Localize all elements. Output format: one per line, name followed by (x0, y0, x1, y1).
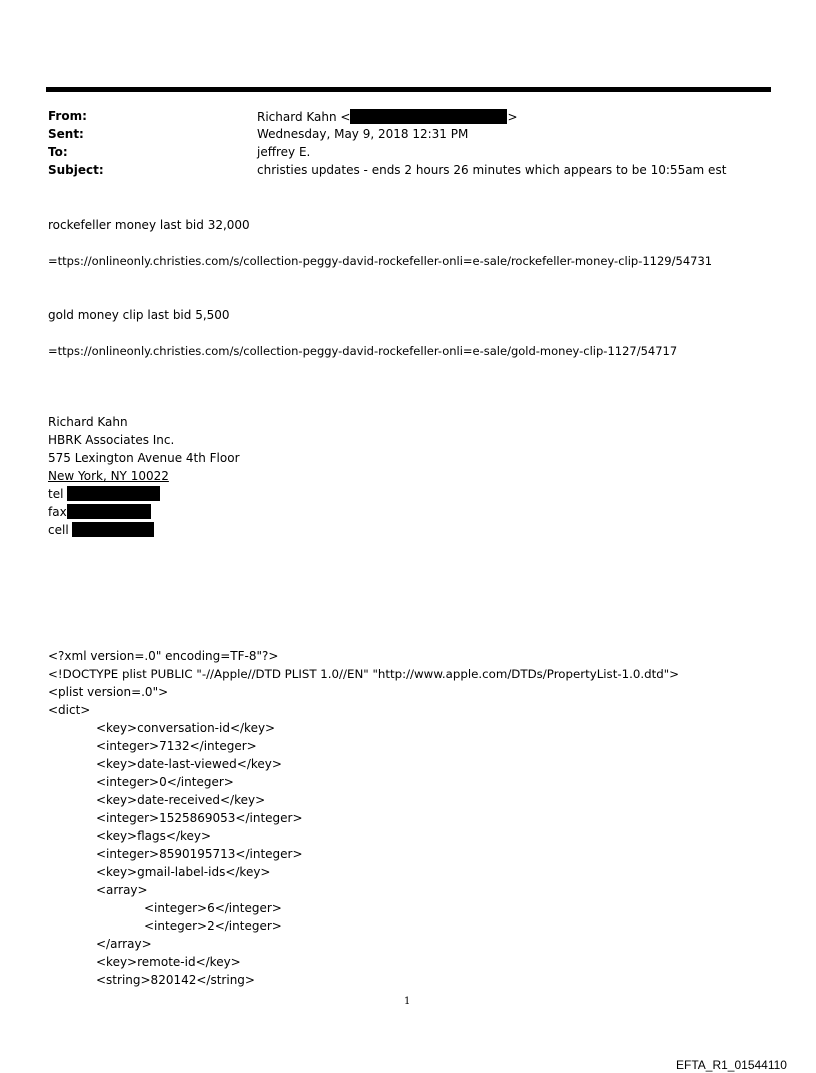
redaction-block (350, 109, 507, 124)
from-tail: > (507, 110, 518, 124)
signature-address-1: 575 Lexington Avenue 4th Floor (48, 451, 240, 465)
subject-label: Subject: (48, 163, 104, 177)
body-link-gold: =ttps://onlineonly.christies.com/s/collection-peggy-david-rockefeller-onli=e-sale/gold-money-clip-1127/54717 (48, 344, 678, 358)
xml-line: <plist version=.0"> (48, 685, 169, 699)
redaction-block (67, 486, 160, 501)
xml-line: </array> (96, 937, 152, 951)
sent-label: Sent: (48, 127, 84, 141)
xml-line: <dict> (48, 703, 91, 717)
signature-company: HBRK Associates Inc. (48, 433, 175, 447)
xml-line: <array> (96, 883, 148, 897)
xml-line: <integer>7132</integer> (96, 739, 257, 753)
signature-name: Richard Kahn (48, 415, 128, 429)
fax-label: fax (48, 505, 67, 519)
body-link-rockefeller: =ttps://onlineonly.christies.com/s/collection-peggy-david-rockefeller-onli=e-sale/rockefeller-money-clip-1129/54731 (48, 254, 713, 268)
header-rule (46, 87, 771, 92)
xml-line: <!DOCTYPE plist PUBLIC "-//Apple//DTD PLIST 1.0//EN" "http://www.apple.com/DTDs/PropertyList-1.0.dtd"> (48, 667, 680, 681)
xml-line: <integer>6</integer> (144, 901, 282, 915)
xml-line: <integer>8590195713</integer> (96, 847, 303, 861)
to-value: jeffrey E. (257, 145, 311, 159)
signature-tel (48, 485, 160, 503)
xml-line: <key>date-received</key> (96, 793, 266, 807)
xml-line: <integer>2</integer> (144, 919, 282, 933)
body-line-rockefeller: rockefeller money last bid 32,000 (48, 218, 250, 232)
from-name: Richard Kahn < (257, 110, 351, 124)
xml-line: <key>flags</key> (96, 829, 212, 843)
xml-line: <string>820142</string> (96, 973, 255, 987)
xml-line: <key>remote-id</key> (96, 955, 241, 969)
subject-value: christies updates - ends 2 hours 26 minutes which appears to be 10:55am est (257, 163, 727, 177)
xml-line: <integer>0</integer> (96, 775, 234, 789)
signature-fax (48, 503, 151, 521)
xml-line: <key>gmail-label-ids</key> (96, 865, 271, 879)
tel-label: tel (48, 487, 64, 501)
xml-line: <integer>1525869053</integer> (96, 811, 303, 825)
xml-line: <?xml version=.0" encoding=TF-8"?> (48, 649, 279, 663)
from-label: From: (48, 109, 87, 123)
redaction-block (67, 504, 151, 519)
redaction-block (72, 522, 154, 537)
to-label: To: (48, 145, 68, 159)
bates-number: EFTA_R1_01544110 (676, 1058, 787, 1072)
xml-line: <key>conversation-id</key> (96, 721, 276, 735)
signature-cell (48, 521, 154, 539)
sent-value: Wednesday, May 9, 2018 12:31 PM (257, 127, 469, 141)
xml-line: <key>date-last-viewed</key> (96, 757, 282, 771)
signature-address-2: New York, NY 10022 (48, 469, 169, 483)
body-line-gold: gold money clip last bid 5,500 (48, 308, 230, 322)
page-number: 1 (404, 996, 411, 1007)
from-value (257, 109, 518, 124)
cell-label: cell (48, 523, 69, 537)
